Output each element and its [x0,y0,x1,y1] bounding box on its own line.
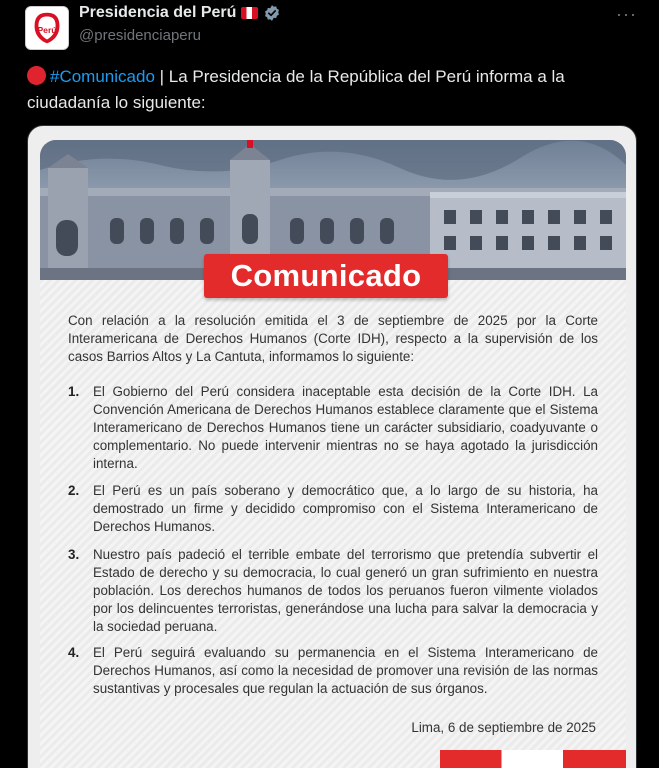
tweet-text [27,64,637,116]
item-number: 1. [68,384,80,399]
item-text: Nuestro país padeció el terrible embate del terrorismo que pretendía subvertir el Estado de derecho y su democracia, lo cual generó un gran sufrimiento en nuestra población. Los derechos humanos de todos los peruanos fueron vilmente violados por los delincuentes terroristas, generándose una lucha para salvar la democracia y la sociedad peruana. [93,547,598,634]
avatar-label: Perú [37,24,57,35]
list-item [68,546,598,636]
communique-intro: Con relación a la resolución emitida el 3 de septiembre de 2025 por la Corte Interamericana de Derechos Humanos (Corte IDH), respecto a la supervisión de los casos Barrios Altos y La Cantuta, informamos lo siguiente: [68,313,598,364]
tweet-body: | La Presidencia de la República del Perú informa a la ciudadanía lo siguiente: [27,67,565,112]
peru-flag-icon [241,7,258,19]
flag-stripe [440,750,626,768]
verified-badge-icon [263,4,281,22]
list-item [68,383,598,473]
tweet-media[interactable] [27,125,637,768]
list-item [68,482,598,536]
item-number: 4. [68,645,80,660]
list-item [68,644,598,698]
peru-logo-icon [26,7,68,49]
communique-title: Comunicado [204,254,448,298]
account-handle[interactable]: @presidenciaperu [79,27,201,44]
item-number: 2. [68,483,80,498]
hashtag-link[interactable]: #Comunicado [50,67,155,86]
item-text: El Gobierno del Perú considera inaceptable esta decisión de la Corte IDH. La Convención Americana de Derechos Humanos establece claramente que el Sistema Interamericano de Derechos Humanos tiene un carácter subsidiario, coadyuvante o complementario. No puede intervenir mientras no se haya agotado la jurisdicción interna. [93,384,598,471]
account-name[interactable]: Presidencia del Perú [79,4,237,21]
account-name-row[interactable] [79,4,281,22]
item-text: El Perú seguirá evaluando su permanencia en el Sistema Interamericano de Derechos Humanos, así como la necesidad de promover una revisión de las normas sustantivas y procesales que regulan la actuación de sus órganos. [93,645,598,696]
item-text: El Perú es un país soberano y democrático que, a lo largo de su historia, ha demostrado un firme y decidido compromiso con el Sistema Interamericano de Derechos Humanos. [93,483,598,534]
red-circle-icon [27,66,46,85]
communique-document [40,140,626,768]
item-number: 3. [68,547,80,562]
more-options-icon[interactable]: ··· [616,4,637,24]
communique-date: Lima, 6 de septiembre de 2025 [411,720,596,735]
profile-avatar[interactable] [25,6,69,50]
